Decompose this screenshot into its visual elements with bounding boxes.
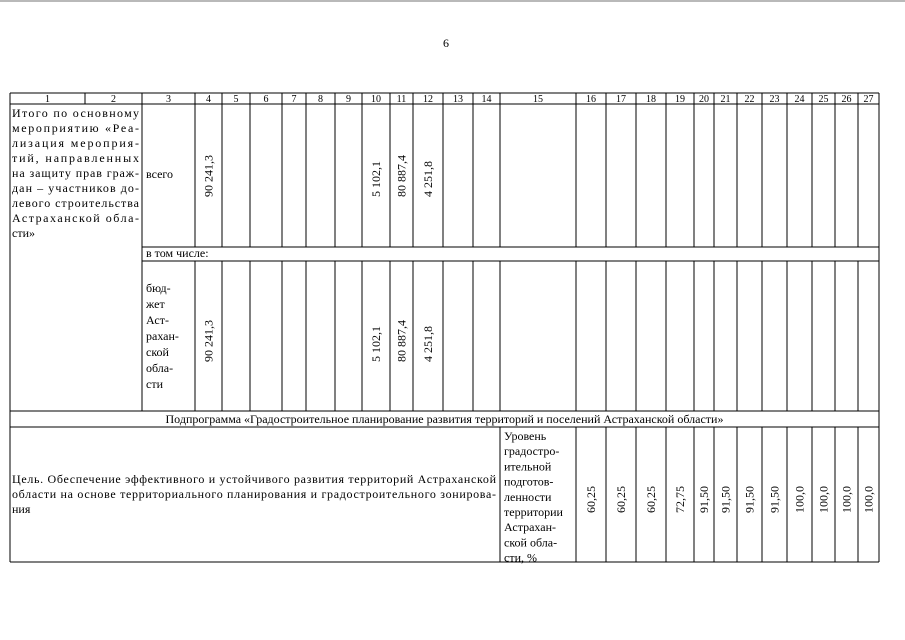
column-header-23: 23 [769,94,780,105]
indicator-line: Уровень [504,429,547,443]
row-total-label: всего [146,167,174,181]
block1-title-line: тий, направленных [12,151,139,165]
column-header-2: 2 [111,94,116,105]
budget-label-line: жет [146,297,165,311]
column-header-5: 5 [233,94,239,105]
column-header-18: 18 [646,94,656,105]
indicator-line: ленности [504,489,552,504]
column-header-20: 20 [699,94,709,105]
budget-value-col4: 90 241,3 [201,320,216,362]
target-value-col22: 91,50 [742,486,757,513]
budget-label-line: сти [146,377,163,391]
column-header-21: 21 [720,94,731,105]
target-value-col27: 100,0 [861,486,876,513]
target-value-col25: 100,0 [816,486,831,513]
indicator-line: территории [504,505,563,519]
column-header-24: 24 [794,94,805,105]
target-value-col16: 60,25 [584,486,598,513]
column-header-26: 26 [841,94,852,105]
indicator-line: ительной [504,459,552,474]
column-header-27: 27 [863,94,874,105]
block1-title-line: левого строительства [12,196,139,210]
budget-value-col10: 5 102,1 [369,326,383,362]
target-value-col17: 60,25 [614,486,628,513]
goal-text-line: области на основе территориального планирования и градостроительного зонирова- [12,487,497,501]
block1-title-line: лизация мероприя- [12,136,139,150]
goal-text-line: ния [12,502,31,516]
column-header-11: 11 [396,94,407,105]
target-value-col20: 91,50 [697,486,711,513]
indicator-line: подготов- [504,474,554,489]
column-header-3: 3 [166,94,171,105]
column-header-1: 1 [45,94,50,105]
column-header-7: 7 [291,94,297,105]
block1-title-line: Астраханской обла- [12,211,139,225]
column-header-12: 12 [423,94,433,105]
indicator-line: Астрахан- [504,520,556,535]
total-value-col10: 5 102,1 [369,161,383,197]
target-value-col19: 72,75 [673,486,687,513]
column-header-9: 9 [346,94,351,105]
column-header-10: 10 [371,94,381,105]
total-value-col11: 80 887,4 [394,155,409,197]
budget-label-line: рахан- [146,329,179,343]
budget-label-line: Аст- [146,313,169,327]
block1-title-line: дан – участников до- [12,181,139,195]
column-header-16: 16 [586,94,596,105]
column-header-15: 15 [533,94,543,105]
column-header-25: 25 [818,94,829,105]
column-header-19: 19 [675,94,685,105]
budget-label-line: бюд- [146,281,171,295]
block1-title-line: Итого по основному [12,106,139,120]
budget-value-col11: 80 887,4 [394,320,409,362]
budget-label-line: обла- [146,361,174,375]
block1-title-line: на защиту прав граж- [12,166,139,180]
target-value-col21: 91,50 [718,486,733,513]
indicator-line: ской обла- [504,535,558,550]
budget-value-col12: 4 251,8 [421,326,435,362]
column-header-4: 4 [206,94,211,105]
including-label: в том числе: [146,246,209,260]
block1-title-line: мероприятию «Реа- [12,121,139,135]
target-value-col18: 60,25 [644,486,658,513]
column-header-13: 13 [453,94,463,105]
target-value-col26: 100,0 [839,486,854,513]
block1-title-line: сти» [12,226,35,240]
indicator-line: градостро- [504,444,560,459]
total-value-col12: 4 251,8 [421,161,435,197]
subprogram-title: Подпрограмма «Градостроительное планирование развития территорий и поселений Астраханской области» [165,412,724,426]
goal-text-line: Цель. Обеспечение эффективного и устойчивого развития территорий Астраханской [12,472,497,486]
column-header-22: 22 [744,94,755,105]
target-value-col23: 91,50 [767,486,782,513]
column-header-14: 14 [481,94,492,105]
column-header-8: 8 [318,94,323,105]
column-header-17: 17 [616,94,626,105]
column-header-6: 6 [263,94,269,105]
budget-label-line: ской [146,345,169,359]
indicator-line: сти, % [504,550,537,565]
page-number: 6 [443,36,449,50]
total-value-col4: 90 241,3 [201,155,216,197]
target-value-col24: 100,0 [792,486,807,513]
